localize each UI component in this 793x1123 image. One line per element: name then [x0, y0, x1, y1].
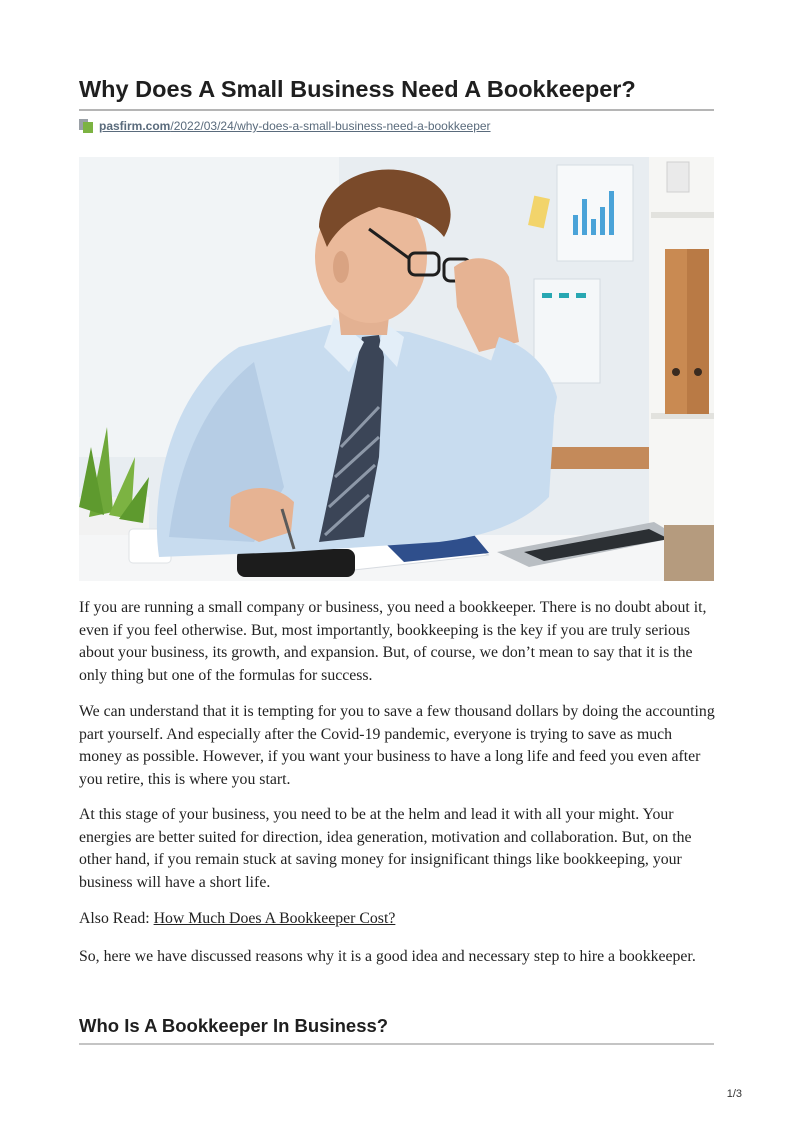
source-url-link[interactable]: [99, 117, 491, 135]
page-number: 1/3: [726, 1088, 742, 1100]
also-read-line: [79, 908, 719, 931]
title-divider: [79, 109, 714, 111]
paragraph-2: We can understand that it is tempting for you to save a few thousand dollars by doing the accounting part yourself. And especially after the Covid-19 pandemic, everyone is trying to save as much money as possible. However, if you want your business to have a long life and feed you even after you retire, this is where you start.: [79, 703, 715, 788]
hero-image: [79, 157, 714, 581]
also-read-prefix: Also Read:: [79, 910, 154, 927]
section-heading: Who Is A Bookkeeper In Business?: [79, 1015, 389, 1036]
also-read-link[interactable]: How Much Does A Bookkeeper Cost?: [153, 910, 396, 927]
site-favicon-icon: [79, 119, 93, 133]
article-title: Why Does A Small Business Need A Bookkeeper?: [79, 76, 636, 102]
businessman-photo: [79, 157, 714, 581]
source-line: [79, 117, 491, 135]
paragraph-3: At this stage of your business, you need to be at the helm and lead it with all your might. Your energies are better suited for direction, idea generation, motivation and collaboration. But, on the other hand, if you remain stuck at saving money for insignificant things like bookkeeping, your business will have a short life.: [79, 806, 692, 891]
paragraph-1: If you are running a small company or business, you need a bookkeeper. There is no doubt about it, even if you feel otherwise. But, most importantly, bookkeeping is the key if you are truly serious about your business, its growth, and expansion. But, of course, we don’t mean to say that it is the only thing but one of the formulas for success.: [79, 599, 707, 684]
source-path: /2022/03/24/why-does-a-small-business-need-a-bookkeeper: [170, 119, 491, 133]
closing-paragraph: So, here we have discussed reasons why it is a good idea and necessary step to hire a bookkeeper.: [79, 948, 696, 965]
section-divider: [79, 1043, 714, 1045]
source-domain: pasfirm.com: [99, 119, 171, 133]
